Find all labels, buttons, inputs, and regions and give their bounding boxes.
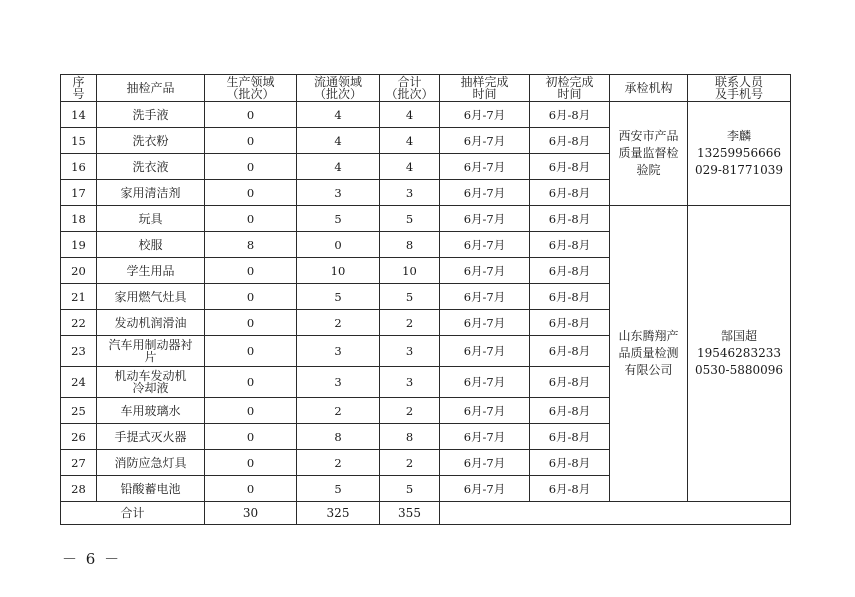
row-circulation-count: 0: [297, 232, 380, 258]
row-initial-test-time: 6月-8月: [530, 310, 610, 336]
row-product: 洗手液: [97, 102, 205, 128]
row-initial-test-time: 6月-8月: [530, 154, 610, 180]
header-circulation: 流通领域 （批次）: [297, 75, 380, 102]
total-sum: 355: [380, 502, 440, 525]
row-total-count: 2: [380, 398, 440, 424]
total-row: [61, 502, 791, 525]
row-production-count: 8: [205, 232, 297, 258]
row-initial-test-time: 6月-8月: [530, 476, 610, 502]
row-sampling-time: 6月-7月: [440, 284, 530, 310]
row-sampling-time: 6月-7月: [440, 128, 530, 154]
row-total-count: 4: [380, 128, 440, 154]
row-seq: 20: [61, 258, 97, 284]
row-product: 汽车用制动器衬 片: [97, 336, 205, 367]
row-seq: 15: [61, 128, 97, 154]
row-total-count: 3: [380, 180, 440, 206]
total-production: 30: [205, 502, 297, 525]
row-circulation-count: 8: [297, 424, 380, 450]
row-production-count: 0: [205, 206, 297, 232]
row-circulation-count: 3: [297, 180, 380, 206]
row-initial-test-time: 6月-8月: [530, 424, 610, 450]
row-initial-test-time: 6月-8月: [530, 232, 610, 258]
total-circulation: 325: [297, 502, 380, 525]
row-seq: 21: [61, 284, 97, 310]
row-seq: 16: [61, 154, 97, 180]
row-circulation-count: 3: [297, 367, 380, 398]
institution-cell: 山东腾翔产 品质量检测 有限公司: [610, 206, 688, 502]
row-seq: 22: [61, 310, 97, 336]
row-circulation-count: 3: [297, 336, 380, 367]
row-seq: 14: [61, 102, 97, 128]
row-product: 车用玻璃水: [97, 398, 205, 424]
row-circulation-count: 5: [297, 476, 380, 502]
contact-cell: 李麟 13259956666 029-81771039: [688, 102, 791, 206]
row-total-count: 3: [380, 367, 440, 398]
row-production-count: 0: [205, 367, 297, 398]
row-product: 家用燃气灶具: [97, 284, 205, 310]
row-production-count: 0: [205, 450, 297, 476]
row-production-count: 0: [205, 258, 297, 284]
row-sampling-time: 6月-7月: [440, 367, 530, 398]
row-product: 学生用品: [97, 258, 205, 284]
row-seq: 18: [61, 206, 97, 232]
table-header-row: [61, 75, 791, 102]
row-total-count: 10: [380, 258, 440, 284]
row-circulation-count: 2: [297, 450, 380, 476]
row-sampling-time: 6月-7月: [440, 206, 530, 232]
row-product: 家用清洁剂: [97, 180, 205, 206]
row-production-count: 0: [205, 310, 297, 336]
row-total-count: 4: [380, 154, 440, 180]
row-sampling-time: 6月-7月: [440, 180, 530, 206]
row-total-count: 5: [380, 284, 440, 310]
row-initial-test-time: 6月-8月: [530, 367, 610, 398]
page-number: － 6 －: [62, 550, 122, 568]
row-sampling-time: 6月-7月: [440, 102, 530, 128]
row-seq: 19: [61, 232, 97, 258]
row-total-count: 5: [380, 476, 440, 502]
row-sampling-time: 6月-7月: [440, 398, 530, 424]
row-sampling-time: 6月-7月: [440, 232, 530, 258]
row-production-count: 0: [205, 180, 297, 206]
row-sampling-time: 6月-7月: [440, 336, 530, 367]
row-product: 发动机润滑油: [97, 310, 205, 336]
row-total-count: 2: [380, 450, 440, 476]
row-seq: 17: [61, 180, 97, 206]
total-blank-cell: [440, 502, 791, 525]
row-production-count: 0: [205, 424, 297, 450]
row-initial-test-time: 6月-8月: [530, 450, 610, 476]
total-label: 合计: [61, 502, 205, 525]
row-seq: 25: [61, 398, 97, 424]
row-initial-test-time: 6月-8月: [530, 398, 610, 424]
row-circulation-count: 10: [297, 258, 380, 284]
header-product: 抽检产品: [97, 75, 205, 102]
header-sampling-time: 抽样完成 时间: [440, 75, 530, 102]
row-circulation-count: 4: [297, 128, 380, 154]
row-initial-test-time: 6月-8月: [530, 102, 610, 128]
row-product: 洗衣粉: [97, 128, 205, 154]
row-product: 洗衣液: [97, 154, 205, 180]
header-contact: 联系人员 及手机号: [688, 75, 791, 102]
row-production-count: 0: [205, 128, 297, 154]
row-production-count: 0: [205, 476, 297, 502]
row-product: 玩具: [97, 206, 205, 232]
row-sampling-time: 6月-7月: [440, 476, 530, 502]
header-production: 生产领域 （批次）: [205, 75, 297, 102]
row-initial-test-time: 6月-8月: [530, 284, 610, 310]
row-product: 铅酸蓄电池: [97, 476, 205, 502]
row-product: 手提式灭火器: [97, 424, 205, 450]
row-sampling-time: 6月-7月: [440, 258, 530, 284]
header-seq: 序 号: [61, 75, 97, 102]
row-production-count: 0: [205, 336, 297, 367]
row-product: 校服: [97, 232, 205, 258]
row-total-count: 3: [380, 336, 440, 367]
table-row: [61, 206, 791, 232]
row-total-count: 5: [380, 206, 440, 232]
row-seq: 28: [61, 476, 97, 502]
row-production-count: 0: [205, 154, 297, 180]
row-initial-test-time: 6月-8月: [530, 258, 610, 284]
row-initial-test-time: 6月-8月: [530, 206, 610, 232]
row-sampling-time: 6月-7月: [440, 450, 530, 476]
contact-cell: 郜国超 19546283233 0530-5880096: [688, 206, 791, 502]
row-initial-test-time: 6月-8月: [530, 180, 610, 206]
row-circulation-count: 4: [297, 102, 380, 128]
row-seq: 27: [61, 450, 97, 476]
row-circulation-count: 5: [297, 206, 380, 232]
inspection-schedule-table: [60, 74, 791, 525]
row-product: 机动车发动机 冷却液: [97, 367, 205, 398]
row-total-count: 4: [380, 102, 440, 128]
row-initial-test-time: 6月-8月: [530, 336, 610, 367]
row-circulation-count: 4: [297, 154, 380, 180]
institution-cell: 西安市产品 质量监督检 验院: [610, 102, 688, 206]
row-production-count: 0: [205, 398, 297, 424]
header-initial-test-time: 初检完成 时间: [530, 75, 610, 102]
row-circulation-count: 5: [297, 284, 380, 310]
row-sampling-time: 6月-7月: [440, 154, 530, 180]
row-sampling-time: 6月-7月: [440, 424, 530, 450]
table-body: [61, 102, 791, 525]
row-total-count: 8: [380, 424, 440, 450]
row-seq: 23: [61, 336, 97, 367]
row-total-count: 2: [380, 310, 440, 336]
row-circulation-count: 2: [297, 398, 380, 424]
row-circulation-count: 2: [297, 310, 380, 336]
row-production-count: 0: [205, 102, 297, 128]
table-row: [61, 102, 791, 128]
header-total: 合计 （批次）: [380, 75, 440, 102]
row-seq: 24: [61, 367, 97, 398]
row-seq: 26: [61, 424, 97, 450]
row-total-count: 8: [380, 232, 440, 258]
header-institution: 承检机构: [610, 75, 688, 102]
row-initial-test-time: 6月-8月: [530, 128, 610, 154]
row-sampling-time: 6月-7月: [440, 310, 530, 336]
row-product: 消防应急灯具: [97, 450, 205, 476]
row-production-count: 0: [205, 284, 297, 310]
